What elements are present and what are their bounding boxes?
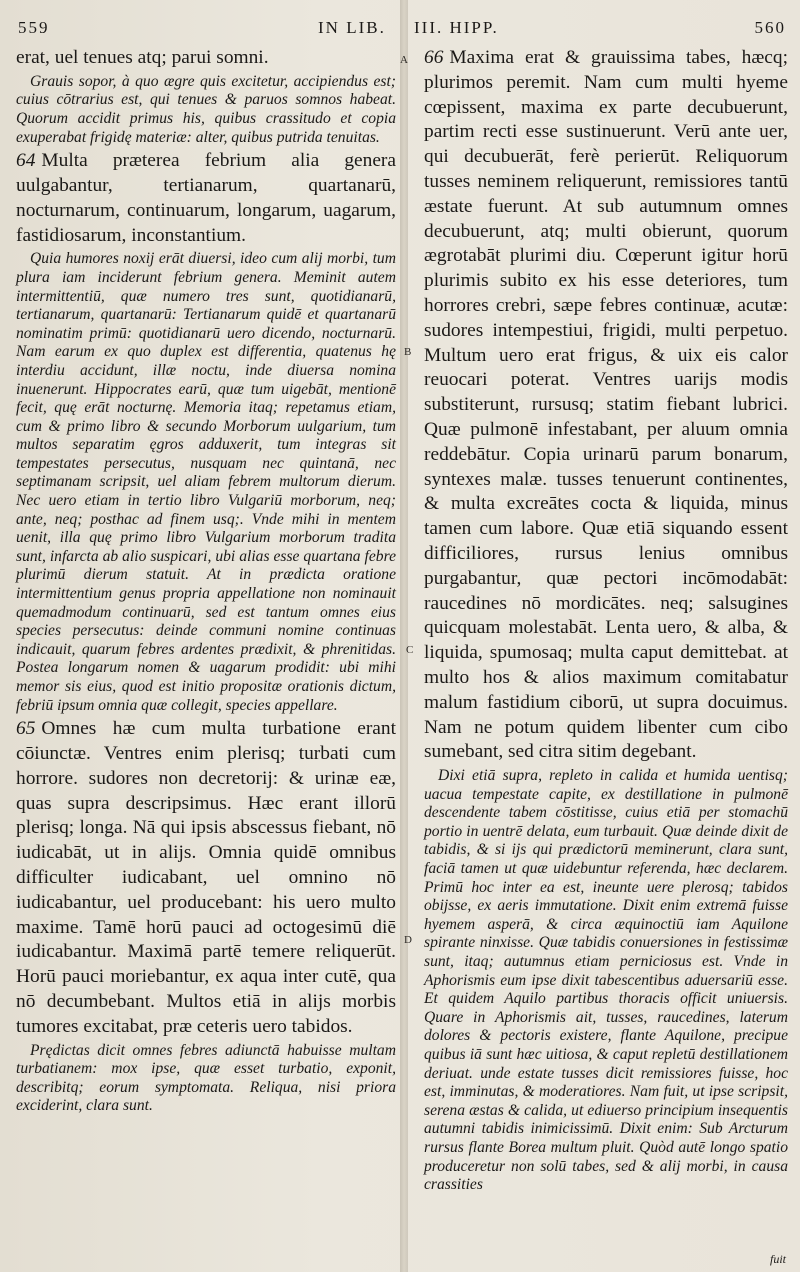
commentary-paragraph [16,1042,396,1116]
paragraph-text: Quia humores noxij erāt diuersi, ideo cum alij morbi, tum plura iam inciderunt febrium genera. Meminit autem intermittentiū, quæ numero tres sunt, quotidianarū, tertianarum, quartanarū: Tertianarum quidē et quartanarū nominatim primū: quotidianarū uero dicendo, nocturnarū. Nam earum ex quo duplex est differentia, quatenus hę interdiu accidunt, illæ noctu, inde diuersa nomina inuenerunt. Hippocrates earū, quæ tum uigebāt, mentionē fecit, quę erāt nocturnę. Memoria itaq; repetamus etiam, cum & primo libro & secundo Morborum uulgarium, tum multos separatim ęgros adduxerit, tum integras sit tempestates persecutus, nusquam nec quintanā, nec septimanam scripsit, uel aliam febrem multorum dierum. Nec uero etiam in tertio libro Vulgariū morborum, neq; ante, neq; posthac ad finem usq;. Vnde mihi in mentem uenit, illa quę primo libro Vulgarium morborum tradita sunt, infarcta ab alio suspicari, ubi alias esse quartana febre plurimū dierum statuit. At in prædicta oratione intermittentium genus propria appellatione non nominauit quemadmodum continuarū, sed est tantum omnes eius species persecutus: deinde communi nomine continuas indicauit, quarum febres ardentes prædixit, & phrenitidas. Postea longarum nomen & uagarum prodidit: ubi mihi memor sis eius, quod est initio propositæ orationis dictum, febriū ipsum omnia quæ collegit, species appellare. [16,250,396,714]
paragraph-text: Omnes hæ cum multa turbatione erant cōiunctæ. Ventres enim plerisq; turbati cum horrore. sudores non decretorij: & urinæ eæ, quas supra descripsimus. Hæc erant illorū plerisq; longa. Nā qui ipsis abscessus fiebant, nō iudicabāt, ut in alijs. Omnia quidē omnibus difficulter iudicabant, uel omnino nō iudicabantur, uel producebant: his uero multo maxime. Tamē horū pauci ad octogesimū diē iudicabantur. Maximā partē temere reliquerūt. Horū pauci moriebantur, ex aqua inter cutē, qua nō decumbebant. Multos etiā in alijs morbis tumores excitabat, præ ceteris uero tabidos. [16,718,396,1037]
section-paragraph [424,46,788,765]
section-paragraph [16,717,396,1039]
paragraph-text: Dixi etiā supra, repleto in calida et humida uentisq; uacua tempestate capite, ex destillatione in pulmonē descendente tabem cōstitisse, cuius etiā per stomachū portio in uentrē delata, eum turbauit. Quæ deinde dixit de tabidis, & si ijs qui prædictorū meminerunt, clara sunt, faciā tamen ut quæ uidebuntur referenda, hæc declarem. Primū hoc inter ea est, ineunte uere plerosq; tabidos obijsse, ex aeris immutatione. Dixit enim extremā fuisse hyemem asperā, & circa æquinoctiū iam Aquilone spirante ninxisse. Quæ tabidis conuersiones in festissimæ sunt, itaq; autumnus etiam perniciosus est. Vnde in Aphorismis eum ipse dixit tabescentibus aduersariū esse. Et quidem Aquilo partibus thoracis officit uniuersis. Quare in Aphorismis ait, tusses, raucedines, laterum dolores & pectoris existere, flante Aquilone, precipue quibus iā sunt hæc uitiosa, & caput repletū destillationem deriuat. unde estate tusses dicit remissiores fuisse, hoc est, imminutas, & moderatiores. Nam fuit, ut ipse scripsit, serena æstas & calida, ut ediuerso principium insequentis autumni tabidis inimicissimū. Dixit enim: Sub Arcturum rursus flante Borea multum pluit. Quòd autē longo spatio produceretur non solū tabes, sed & alij morbi, in causa crassities [424,767,788,1194]
section-paragraph [16,149,396,248]
paragraph-text: Prędictas dicit omnes febres adiunctā habuisse multam turbatianem: mox ipse, quæ esset turbatio, exponit, describitq; eorum symptomata. Reliqua, nisi priora exciderint, clara sunt. [16,1041,396,1115]
section-number: 66 [424,47,444,68]
paragraph-text: Maxima erat & grauissima tabes, hæcq; plurimos peremit. Nam cum multi hyeme cœpissent, maxima ex parte decubuerunt, partim recti esse sustinuerunt. Verū ante uer, qui decubuerāt, ferè perierūt. Reliquorum tusses neminem reliquerunt, remissiores tantū æstate fuerunt. At sub autumnum omnes decubuerunt, atq; multi obierunt, quorum ægrotabāt plurimi diu. Cœperunt igitur horū plurimis subito ex his esse deteriores, tum horrores crebri, sæpe febres continuæ, acutæ: sudores intempestiui, frigidi, multi perpetuo. Multum uero erat frigus, & uix eis calor reuocari poterat. Ventres uarijs modis substiterunt, rursusq; statim fiebant lubrici. Quæ pulmonē infestabant, per aluum omnia reddebātur. Copia urinarū parum bonarum, syntexes malæ. tusses tenuerunt continentes, & multa excreātes cocta & liquida, minus tamen cum labore. Quæ etiā siquando essent difficiliores, rursus lenius omnibus purgabantur, quæ pectori incōmodabāt: raucedines nō mordicātes. neq; salsugines quicquam molestabāt. Lenta uero, & alba, & liquida, spumosaq; multa caput demittebat. at multo hos & alios maximum comitabatur malum fastidium ciborū, ut supra docuimus. Nam ne potum quidem libenter cum cibo sumebant, sed citra sitim degebant. [424,47,788,763]
page-number-left: 559 [18,18,50,37]
page-number-right: 560 [754,18,786,37]
running-head-left: IN LIB. [318,18,386,37]
left-column [16,46,396,1118]
paragraph-text: Multa præterea febrium alia genera uulgabantur, tertianarum, quartanarū, nocturnarum, continuarum, longarum, uagarum, fastidiosarum, inconstantium. [16,150,396,246]
paragraph-text: erat, uel tenues atq; parui somni. [16,47,269,68]
section-number: 64 [16,150,36,172]
catchword: fuit [769,1252,786,1266]
commentary-paragraph [424,767,788,1195]
margin-letter-c: C [406,644,414,656]
margin-letter-a: A [400,54,408,66]
commentary-paragraph [16,73,396,147]
running-head-right: III. HIPP. [414,18,499,37]
section-number: 65 [16,718,36,740]
commentary-paragraph [16,250,396,715]
right-column [424,46,788,1197]
commentary-paragraph [16,46,396,71]
margin-letter-d: D [404,934,412,946]
paragraph-text: Grauis sopor, à quo ægre quis excitetur, accipiendus est; cuius cōtrarius est, qui tenues & paruos somnos habeat. Quorum accidit primus his, quibus crassitudo et copia exuperabat frigidę materiæ: alter, quibus putrida tenuitas. [16,72,396,146]
margin-letter-b: B [404,346,412,358]
book-gutter [400,0,408,1272]
